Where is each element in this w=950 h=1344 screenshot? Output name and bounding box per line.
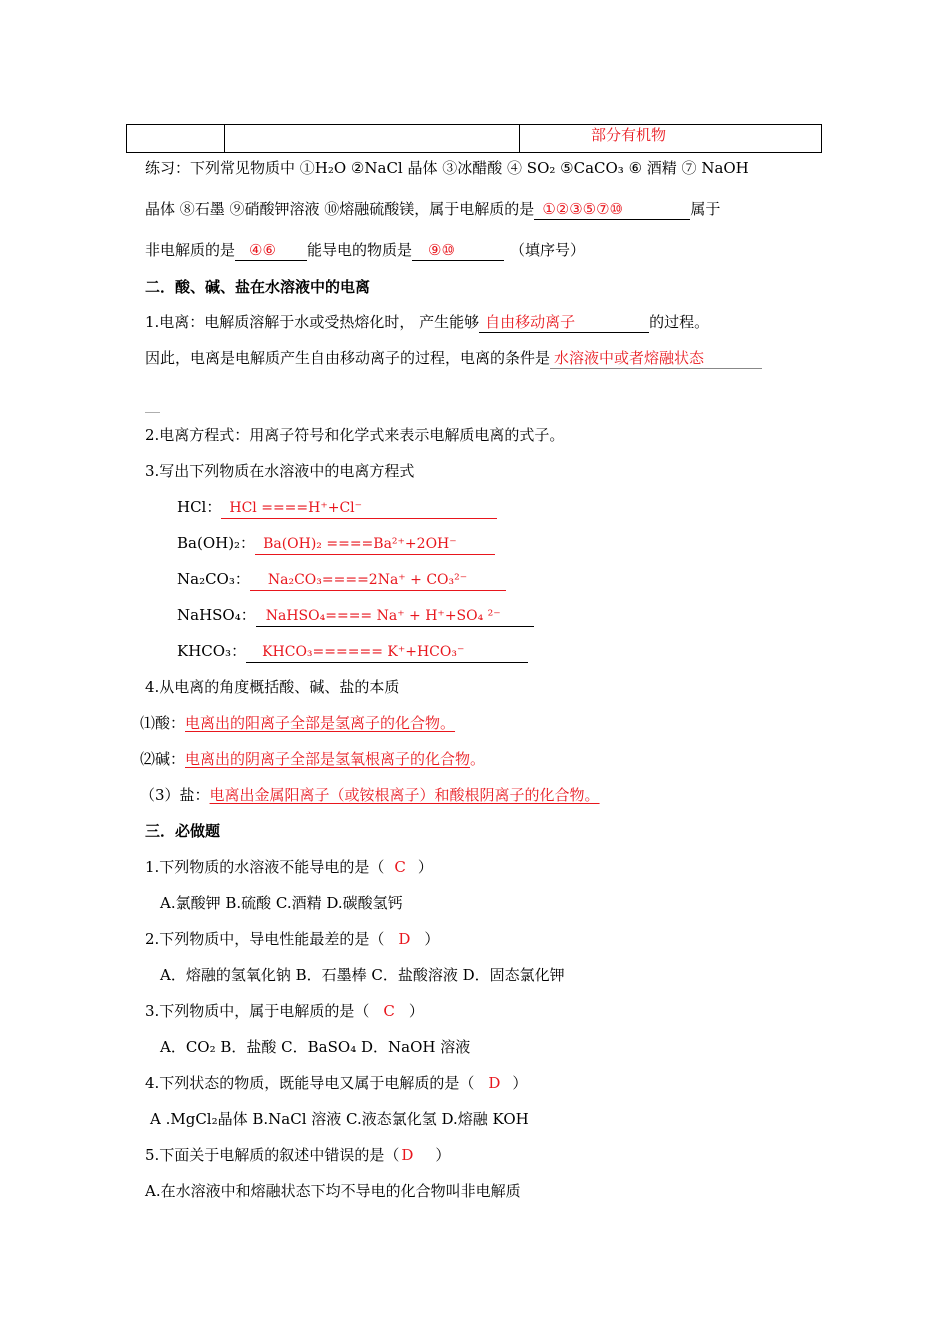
exercise-answer: ①②③⑤⑦⑩ <box>542 200 623 218</box>
question-4-options: A .MgCl₂晶体 B.NaCl 溶液 C.液态氯化氢 D.熔融 KOH <box>150 1110 529 1128</box>
definition-label: ⑴酸： <box>140 714 186 732</box>
answer-blank <box>534 199 690 220</box>
question-answer: D <box>488 1074 501 1092</box>
table-cell-answer: 部分有机物 <box>591 126 667 144</box>
section-3-title: 三．必做题 <box>145 822 221 840</box>
table-divider <box>224 125 225 152</box>
item-text: 因此，电离是电解质产生自由移动离子的过程，电离的条件是 <box>145 349 551 367</box>
equation-label: HCl： <box>177 498 222 516</box>
question-stem: 2.下列物质中，导电性能最差的是（ <box>145 930 385 948</box>
question-stem: 1.下列物质的水溶液不能导电的是（ <box>145 858 385 876</box>
question-5 <box>145 1145 450 1165</box>
answer-blank <box>550 348 762 369</box>
item-text: 1.电离：电解质溶解于水或受热熔化时， 产生能够 <box>145 313 480 331</box>
exercise-answer: ④⑥ <box>249 241 276 259</box>
exercise-text: 能导电的物质是 <box>307 241 413 259</box>
question-answer: D <box>398 930 411 948</box>
question-stem: ） <box>417 858 433 876</box>
exercise-answer: ⑨⑩ <box>428 241 455 259</box>
equation-hcl <box>177 497 497 519</box>
definition-answer: 电离出的阴离子全部是氢氧根离子的化合物 <box>185 750 471 768</box>
equation-na2co3 <box>177 569 506 591</box>
answer-blank <box>255 533 495 555</box>
question-stem: ） <box>424 930 440 948</box>
exercise-line-3 <box>145 240 585 261</box>
exercise-text: 属于 <box>690 200 721 218</box>
exercise-text: 晶体 ⑧石墨 ⑨硝酸钾溶液 ⑩熔融硫酸镁，属于电解质的是 <box>145 200 535 218</box>
question-stem: ） <box>512 1074 528 1092</box>
equation-answer: KHCO₃====== K⁺+HCO₃⁻ <box>262 644 465 660</box>
definition-label: （3）盐： <box>140 786 210 804</box>
answer-blank <box>246 641 528 663</box>
exercise-line-1 <box>145 158 749 178</box>
base-definition <box>140 749 485 769</box>
answer-blank <box>256 605 534 627</box>
question-answer: C <box>383 1002 395 1020</box>
equation-label: Ba(OH)₂： <box>177 534 256 552</box>
question-stem: 3.下列物质中，属于电解质的是（ <box>145 1002 370 1020</box>
section2-item-2: 2.电离方程式：用离子符号和化学式来表示电解质电离的式子。 <box>145 426 565 444</box>
item-answer: 水溶液中或者熔融状态 <box>554 349 705 367</box>
equation-answer: Ba(OH)₂ ====Ba²⁺+2OH⁻ <box>263 536 457 552</box>
item-answer: 自由移动离子 <box>485 313 576 331</box>
acid-definition <box>140 713 455 733</box>
question-stem: 4.下列状态的物质，既能导电又属于电解质的是（ <box>145 1074 475 1092</box>
equation-answer: NaHSO₄==== Na⁺ + H⁺+SO₄ ²⁻ <box>265 608 501 624</box>
question-stem: 5.下面关于电解质的叙述中错误的是（ <box>145 1146 400 1164</box>
question-answer: C <box>394 858 406 876</box>
question-3 <box>145 1001 424 1021</box>
equation-answer: Na₂CO₃====2Na⁺ + CO₃²⁻ <box>267 572 468 588</box>
question-answer: D <box>401 1146 414 1164</box>
question-5-option-a: A.在水溶液中和熔融状态下均不导电的化合物叫非电解质 <box>145 1182 521 1200</box>
section2-item-1b-tail: __ <box>145 395 160 413</box>
question-2 <box>145 929 439 949</box>
salt-definition <box>140 785 600 805</box>
answer-blank <box>412 240 504 261</box>
equation-nahso4 <box>177 605 534 627</box>
section2-item-4: 4.从电离的角度概括酸、碱、盐的本质 <box>145 678 400 696</box>
equation-label: NaHSO₄： <box>177 606 256 624</box>
answer-blank <box>250 569 506 591</box>
question-1-options: A.氯酸钾 B.硫酸 C.酒精 D.碳酸氢钙 <box>160 894 403 912</box>
question-stem: ） <box>435 1146 451 1164</box>
equation-baoh2 <box>177 533 495 555</box>
answer-blank <box>479 312 649 333</box>
section2-item-1b <box>145 348 762 369</box>
answer-blank <box>221 497 497 519</box>
table-divider <box>519 125 520 152</box>
question-1 <box>145 857 433 877</box>
equation-label: KHCO₃： <box>177 642 247 660</box>
item-text: 的过程。 <box>649 313 710 331</box>
definition-answer: 电离出金属阳离子（或铵根离子）和酸根阴离子的化合物。 <box>209 786 600 804</box>
exercise-text: （填序号） <box>510 241 586 259</box>
question-stem: ） <box>408 1002 424 1020</box>
exercise-text: 非电解质的是 <box>145 241 236 259</box>
equation-label: Na₂CO₃： <box>177 570 250 588</box>
table-row <box>126 124 822 153</box>
definition-answer: 电离出的阳离子全部是氢离子的化合物。 <box>185 714 456 732</box>
definition-label: ⑵碱： <box>140 750 186 768</box>
section2-item-3: 3.写出下列物质在水溶液中的电离方程式 <box>145 462 415 480</box>
definition-answer: 。 <box>470 750 486 768</box>
exercise-text: 练习：下列常见物质中 ①H₂O ②NaCl 晶体 ③冰醋酸 ④ SO₂ ⑤CaCO₃ ⑥ 酒精 ⑦ NaOH <box>145 159 749 177</box>
question-2-options: A．熔融的氢氧化钠 B．石墨棒 C．盐酸溶液 D．固态氯化钾 <box>160 966 565 984</box>
question-4 <box>145 1073 527 1093</box>
question-3-options: A．CO₂ B．盐酸 C．BaSO₄ D．NaOH 溶液 <box>160 1038 471 1056</box>
equation-khco3 <box>177 641 528 663</box>
section2-item-1 <box>145 312 709 333</box>
section-2-title: 二．酸、碱、盐在水溶液中的电离 <box>145 278 371 296</box>
answer-blank <box>235 240 307 261</box>
exercise-line-2 <box>145 199 720 220</box>
equation-answer: HCl ====H⁺+Cl⁻ <box>229 500 363 516</box>
